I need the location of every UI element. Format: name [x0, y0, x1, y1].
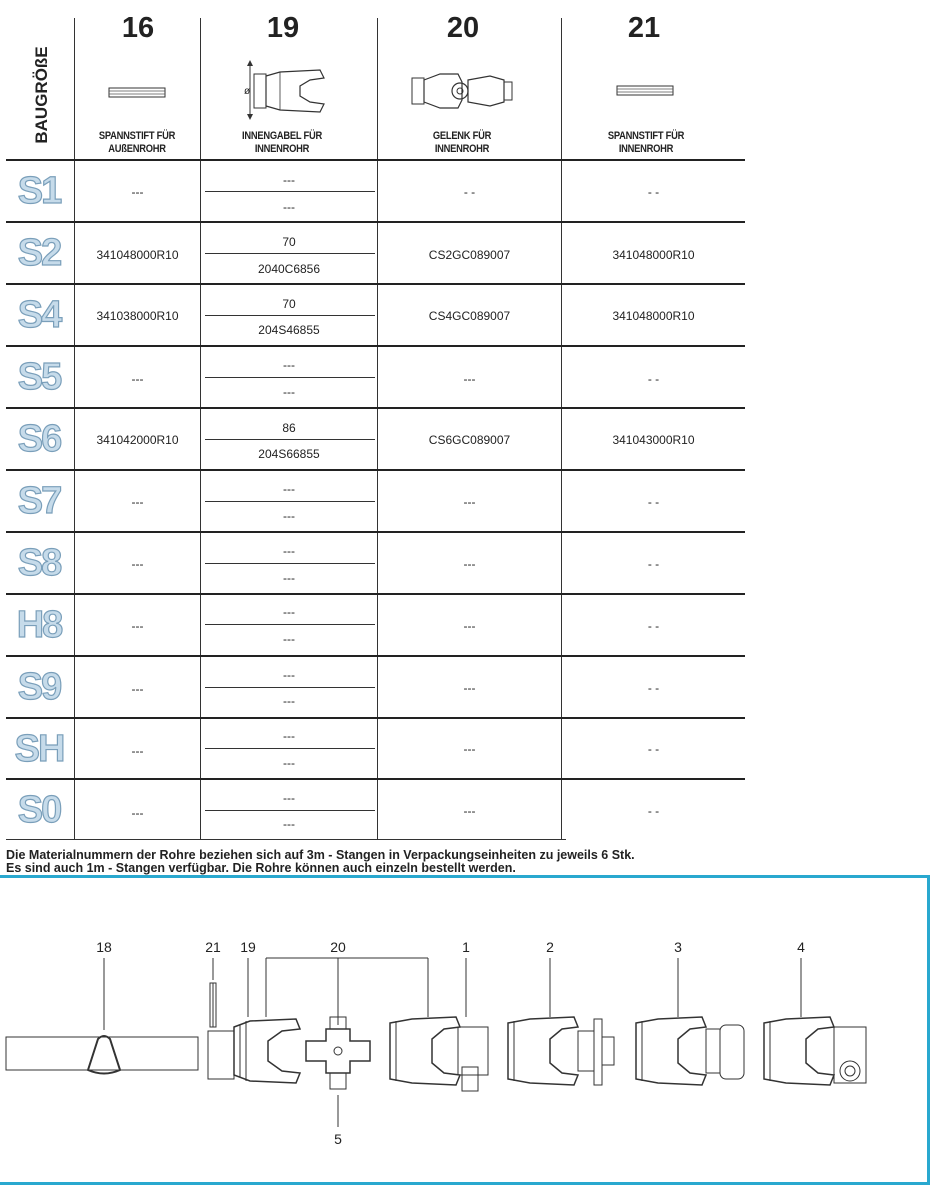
spring-pin-outer-icon [108, 87, 166, 99]
cell-c19-bottom: --- [283, 817, 295, 831]
cell-c20: --- [463, 742, 476, 756]
cell-c16: --- [131, 185, 144, 199]
callout-4: 4 [797, 939, 805, 955]
cell-c21: - - [647, 619, 660, 633]
cell-c19-bottom: --- [283, 571, 295, 585]
inner-yoke-icon [240, 58, 328, 122]
column-number-21: 21 [627, 12, 661, 44]
size-label: S6 [17, 418, 61, 460]
cell-c20: CS4GC089007 [428, 309, 511, 323]
cell-c19-bottom: 2040C6856 [257, 262, 321, 276]
cell-c21: - - [647, 681, 660, 695]
cell-c19-top: --- [283, 729, 295, 743]
size-label: S0 [17, 789, 61, 831]
cell-c19-bottom: 204S66855 [258, 447, 320, 461]
cell-c16: 341048000R10 [96, 248, 179, 262]
joint-icon [410, 64, 516, 120]
cell-c21: - - [647, 185, 660, 199]
table-header [0, 0, 930, 160]
cell-c16: 341038000R10 [96, 309, 179, 323]
cell-c19-top: 70 [282, 235, 296, 249]
callout-18: 18 [96, 939, 112, 955]
cell-c16: --- [131, 557, 144, 571]
cell-c16: --- [131, 619, 144, 633]
column-title-21: SPANNSTIFT FÜR INNENROHR [607, 130, 685, 155]
cell-c19-top: --- [283, 605, 295, 619]
cell-c19-bottom: --- [283, 694, 295, 708]
column-number-19: 19 [266, 12, 300, 44]
cell-c19-bottom: --- [283, 756, 295, 770]
cell-c16: --- [131, 744, 144, 758]
cell-c20: --- [463, 804, 476, 818]
cell-c20: - - [463, 185, 476, 199]
cell-c19-top: 86 [282, 421, 296, 435]
cell-c19-top: --- [283, 791, 295, 805]
note-line-1: Die Materialnummern der Rohre beziehen sich auf 3m - Stangen in Verpackungseinheiten zu jeweils 6 Stk. [6, 848, 635, 862]
cell-c21: 341043000R10 [612, 433, 695, 447]
cell-c20: --- [463, 495, 476, 509]
column-number-16: 16 [121, 12, 155, 44]
cell-c20: CS6GC089007 [428, 433, 511, 447]
size-label: S1 [17, 170, 61, 212]
note-line-2: Es sind auch 1m - Stangen verfügbar. Die Rohre können auch einzeln bestellt werden. [6, 861, 516, 875]
size-label: S2 [17, 232, 61, 274]
cell-c19-bottom: --- [283, 385, 295, 399]
cell-c19-top: --- [283, 668, 295, 682]
size-label: S8 [17, 542, 61, 584]
cell-c19-bottom: --- [283, 200, 295, 214]
callout-21: 21 [205, 939, 221, 955]
size-label: H8 [16, 604, 62, 646]
cell-c19-top: --- [283, 482, 295, 496]
cell-c16: --- [131, 372, 144, 386]
size-label: S9 [17, 666, 61, 708]
column-title-16: SPANNSTIFT FÜR AUßENROHR [98, 130, 176, 155]
cell-c16: --- [131, 495, 144, 509]
cell-c19-top: 70 [282, 297, 296, 311]
cell-c16: 341042000R10 [96, 433, 179, 447]
cell-c19-bottom: --- [283, 632, 295, 646]
cell-c21: - - [647, 557, 660, 571]
cell-c21: - - [647, 495, 660, 509]
spring-pin-inner-icon [616, 85, 674, 97]
size-label: S7 [17, 480, 61, 522]
cell-c20: --- [463, 372, 476, 386]
cell-c21: - - [647, 804, 660, 818]
diameter-symbol: ø [244, 86, 251, 97]
callout-19: 19 [240, 939, 256, 955]
callout-20: 20 [330, 939, 346, 955]
cell-c19-top: --- [283, 358, 295, 372]
cell-c16: --- [131, 682, 144, 696]
cell-c16: --- [131, 806, 144, 820]
cell-c20: --- [463, 681, 476, 695]
exploded-parts-drawing [0, 955, 930, 1135]
cell-c20: CS2GC089007 [428, 248, 511, 262]
callout-3: 3 [674, 939, 682, 955]
cell-c21: 341048000R10 [612, 309, 695, 323]
callout-5: 5 [334, 1131, 342, 1147]
size-label: S5 [17, 356, 61, 398]
cell-c19-bottom: --- [283, 509, 295, 523]
cell-c20: --- [463, 619, 476, 633]
cell-c21: - - [647, 742, 660, 756]
callout-2: 2 [546, 939, 554, 955]
cell-c19-bottom: 204S46855 [258, 323, 320, 337]
size-label: SH [14, 728, 64, 770]
cell-c20: --- [463, 557, 476, 571]
size-label: S4 [17, 294, 61, 336]
column-title-19: INNENGABEL FÜR INNENROHR [242, 130, 322, 155]
callout-1: 1 [462, 939, 470, 955]
column-title-20: GELENK FÜR INNENROHR [432, 130, 492, 155]
cell-c21: 341048000R10 [612, 248, 695, 262]
cell-c21: - - [647, 372, 660, 386]
cell-c19-top: --- [283, 544, 295, 558]
cell-c19-top: --- [283, 173, 295, 187]
side-label-baugroesse: BAUGRÖßE [32, 46, 51, 144]
column-number-20: 20 [446, 12, 480, 44]
